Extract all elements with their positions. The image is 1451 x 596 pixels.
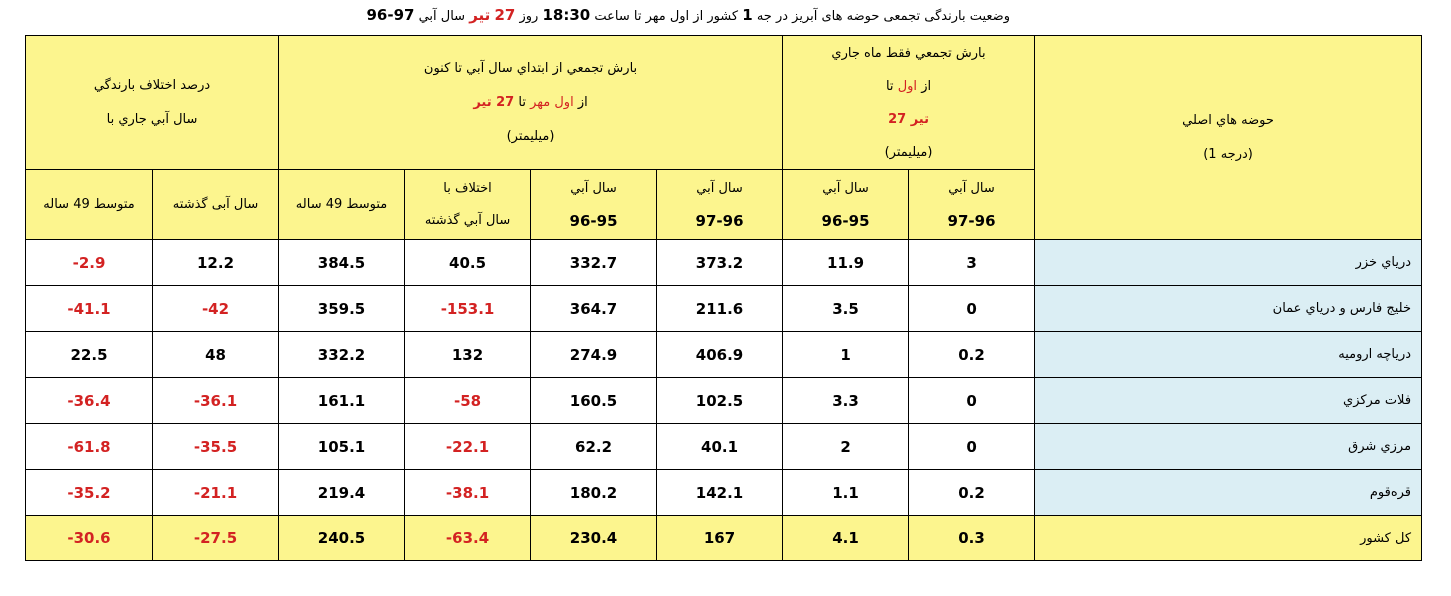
header-text: درصد اختلاف بارندگي (93, 77, 211, 93)
cell-value: -36.4 (26, 378, 153, 424)
cell-value: -42 (153, 286, 279, 332)
cell-value: -41.1 (26, 286, 153, 332)
title-text: وضعیت بارندگی تجمعی حوضه های آبریز در جه (756, 9, 1010, 24)
header-text: از (921, 78, 932, 94)
cell-value: 48 (153, 332, 279, 378)
cell-value: 160.5 (531, 378, 657, 424)
cell-value: -153.1 (405, 286, 531, 332)
cell-value: 1 (783, 332, 909, 378)
percent-diff-header (26, 36, 279, 170)
cell-value: 373.2 (657, 240, 783, 286)
subheader-cu-diff (405, 170, 531, 240)
cell-value: 211.6 (657, 286, 783, 332)
title-month: تیر (469, 6, 491, 24)
cell-value: 62.2 (531, 424, 657, 470)
cell-value: -35.2 (26, 470, 153, 516)
header-text-red: تير 27 (888, 111, 929, 127)
cell-value: 167 (657, 516, 783, 561)
cell-value: 219.4 (279, 470, 405, 516)
cell-value: -30.6 (26, 516, 153, 561)
cell-value: 406.9 (657, 332, 783, 378)
subheader-text: سال آبي (570, 180, 617, 196)
page-title (0, 6, 1010, 24)
header-text-red: اول (897, 78, 918, 94)
subheader-cm-9796 (909, 170, 1035, 240)
cell-value: 132 (405, 332, 531, 378)
cell-value: -35.5 (153, 424, 279, 470)
subheader-text: سال آبي (948, 180, 995, 196)
subheader-year: 96-95 (821, 211, 870, 230)
cell-value: 0 (909, 378, 1035, 424)
basin-name: درياچه اروميه (1035, 332, 1422, 378)
table-row (26, 332, 1422, 378)
header-unit: (ميليمتر) (884, 144, 933, 160)
header-text: سال آبي جاري با (106, 111, 198, 127)
cell-value: 3 (909, 240, 1035, 286)
cell-value: -58 (405, 378, 531, 424)
cell-value: 11.9 (783, 240, 909, 286)
header-text: حوضه هاي اصلي (1182, 112, 1274, 128)
title-text: کشور از اول مهر تا ساعت (594, 9, 739, 24)
basin-name: قره‌قوم (1035, 470, 1422, 516)
header-text: از (577, 94, 588, 110)
title-text: سال آبي (418, 9, 466, 24)
total-row (26, 516, 1422, 561)
table-row (26, 286, 1422, 332)
basin-name: مرزي شرق (1035, 424, 1422, 470)
cell-value: 40.1 (657, 424, 783, 470)
cell-value: -38.1 (405, 470, 531, 516)
title-year: 97-96 (366, 6, 415, 24)
cell-value: 142.1 (657, 470, 783, 516)
header-text: (درجه 1) (1203, 146, 1253, 162)
cell-value: 40.5 (405, 240, 531, 286)
cell-value: 332.2 (279, 332, 405, 378)
cell-value: 22.5 (26, 332, 153, 378)
cell-value: -22.1 (405, 424, 531, 470)
title-text: روز (519, 9, 539, 24)
header-text-red: اول مهر (530, 94, 574, 110)
total-name: كل كشور (1035, 516, 1422, 561)
title-time: 18:30 (542, 6, 591, 24)
cell-value: -61.8 (26, 424, 153, 470)
subheader-text: متوسط 49 ساله (43, 196, 135, 212)
cell-value: -36.1 (153, 378, 279, 424)
cell-value: 4.1 (783, 516, 909, 561)
basin-name: فلات مركزي (1035, 378, 1422, 424)
cell-value: 240.5 (279, 516, 405, 561)
cell-value: 0.2 (909, 332, 1035, 378)
cell-value: 180.2 (531, 470, 657, 516)
basin-name: درياي خزر (1035, 240, 1422, 286)
subheader-text: سال آبی گذشته (172, 196, 259, 212)
cell-value: 0 (909, 286, 1035, 332)
current-month-header (783, 36, 1035, 170)
title-degree: 1 (742, 6, 753, 24)
subheader-cm-9695 (783, 170, 909, 240)
cell-value: 384.5 (279, 240, 405, 286)
header-text: بارش تجمعي از ابتداي سال آبي تا كنون (423, 60, 638, 76)
cell-value: 0.2 (909, 470, 1035, 516)
cell-value: 3.5 (783, 286, 909, 332)
header-text: بارش تجمعي فقط ماه جاري (831, 45, 986, 61)
cell-value: -2.9 (26, 240, 153, 286)
subheader-cu-9796 (657, 170, 783, 240)
subheader-pd-last-year (153, 170, 279, 240)
basin-name: خليج فارس و درياي عمان (1035, 286, 1422, 332)
subheader-text: سال آبي گذشته (424, 212, 511, 228)
title-day: 27 (494, 6, 516, 24)
subheader-cu-avg49 (279, 170, 405, 240)
subheader-text: متوسط 49 ساله (295, 196, 388, 212)
subheader-text: سال آبي (696, 180, 743, 196)
subheader-year: 97-96 (947, 211, 996, 230)
cell-value: 364.7 (531, 286, 657, 332)
cell-value: 102.5 (657, 378, 783, 424)
subheader-text: اختلاف با (443, 180, 492, 196)
subheader-cu-9695 (531, 170, 657, 240)
header-text: تا (885, 78, 894, 94)
subheader-year: 97-96 (695, 211, 744, 230)
cell-value: 161.1 (279, 378, 405, 424)
cell-value: 12.2 (153, 240, 279, 286)
cell-value: -27.5 (153, 516, 279, 561)
cell-value: 0 (909, 424, 1035, 470)
cell-value: -21.1 (153, 470, 279, 516)
rainfall-table (25, 35, 1422, 561)
basins-header (1035, 36, 1422, 240)
header-unit: (میلیمتر) (506, 128, 555, 144)
table-row (26, 240, 1422, 286)
cell-value: 274.9 (531, 332, 657, 378)
cell-value: 3.3 (783, 378, 909, 424)
header-text: تا (518, 94, 526, 110)
cell-value: 0.3 (909, 516, 1035, 561)
subheader-year: 96-95 (569, 211, 618, 230)
cell-value: -63.4 (405, 516, 531, 561)
cell-value: 332.7 (531, 240, 657, 286)
table-row (26, 378, 1422, 424)
cell-value: 2 (783, 424, 909, 470)
table-row (26, 470, 1422, 516)
cell-value: 230.4 (531, 516, 657, 561)
subheader-pd-avg49 (26, 170, 153, 240)
cell-value: 105.1 (279, 424, 405, 470)
cell-value: 359.5 (279, 286, 405, 332)
table-row (26, 424, 1422, 470)
header-text-red: 27 تیر (473, 94, 515, 110)
cell-value: 1.1 (783, 470, 909, 516)
subheader-text: سال آبي (822, 180, 869, 196)
cumulative-header (279, 36, 783, 170)
